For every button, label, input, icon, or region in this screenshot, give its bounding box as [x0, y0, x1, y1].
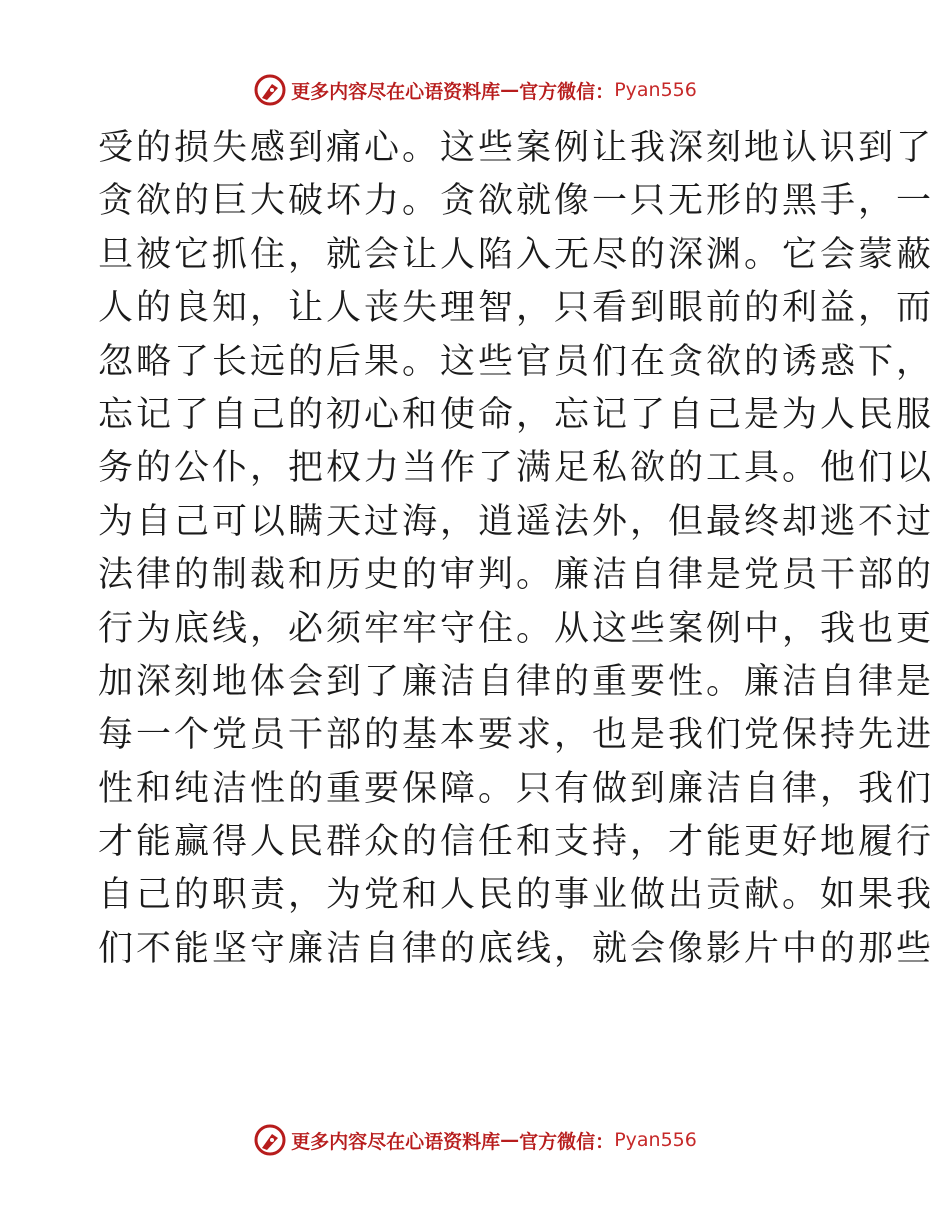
header-separator: — [500, 79, 520, 101]
header-wechat-id: Pyan556 [614, 79, 697, 101]
text-line: 受的损失感到痛心。这些案例让我深刻地认识到了 [98, 128, 935, 168]
footer-separator: — [500, 1129, 520, 1151]
document-body [98, 122, 935, 976]
text-line: 务的公仆，把权力当作了满足私欲的工具。他们以 [98, 448, 935, 489]
text-line: 旦被它抓住，就会让人陷入无尽的深渊。它会蒙蔽 [98, 234, 935, 275]
text-line: 为自己可以瞒天过海，逍遥法外，但最终却逃不过 [98, 501, 935, 542]
text-line: 们不能坚守廉洁自律的底线，就会像影片中的那些 [98, 928, 935, 969]
header-brand-text: 更多内容尽在心语资料库 [291, 80, 501, 103]
pen-nib-logo-icon [253, 1123, 287, 1157]
text-line: 每一个党员干部的基本要求，也是我们党保持先进 [98, 715, 935, 756]
text-line: 法律的制裁和历史的审判。廉洁自律是党员干部的 [98, 555, 935, 596]
text-line: 才能赢得人民群众的信任和支持，才能更好地履行 [98, 822, 935, 863]
text-line: 加深刻地体会到了廉洁自律的重要性。廉洁自律是 [98, 661, 935, 702]
footer-wechat-id: Pyan556 [614, 1129, 697, 1151]
footer-brand-text: 更多内容尽在心语资料库 [291, 1130, 501, 1153]
text-line: 自己的职责，为党和人民的事业做出贡献。如果我 [98, 875, 935, 916]
text-line: 贪欲的巨大破坏力。贪欲就像一只无形的黑手，一 [98, 181, 935, 222]
text-line: 忘记了自己的初心和使命，忘记了自己是为人民服 [98, 394, 935, 435]
text-line: 人的良知，让人丧失理智，只看到眼前的利益，而 [98, 288, 935, 329]
header-banner [0, 72, 950, 108]
header-wechat-label: 官方微信： [519, 80, 615, 103]
footer-wechat-label: 官方微信： [519, 1130, 615, 1153]
text-line: 性和纯洁性的重要保障。只有做到廉洁自律，我们 [98, 768, 935, 809]
text-line: 忽略了长远的后果。这些官员们在贪欲的诱惑下， [98, 341, 935, 382]
text-line: 行为底线，必须牢牢守住。从这些案例中，我也更 [98, 608, 935, 649]
pen-nib-logo-icon [253, 73, 287, 107]
footer-banner [0, 1122, 950, 1158]
